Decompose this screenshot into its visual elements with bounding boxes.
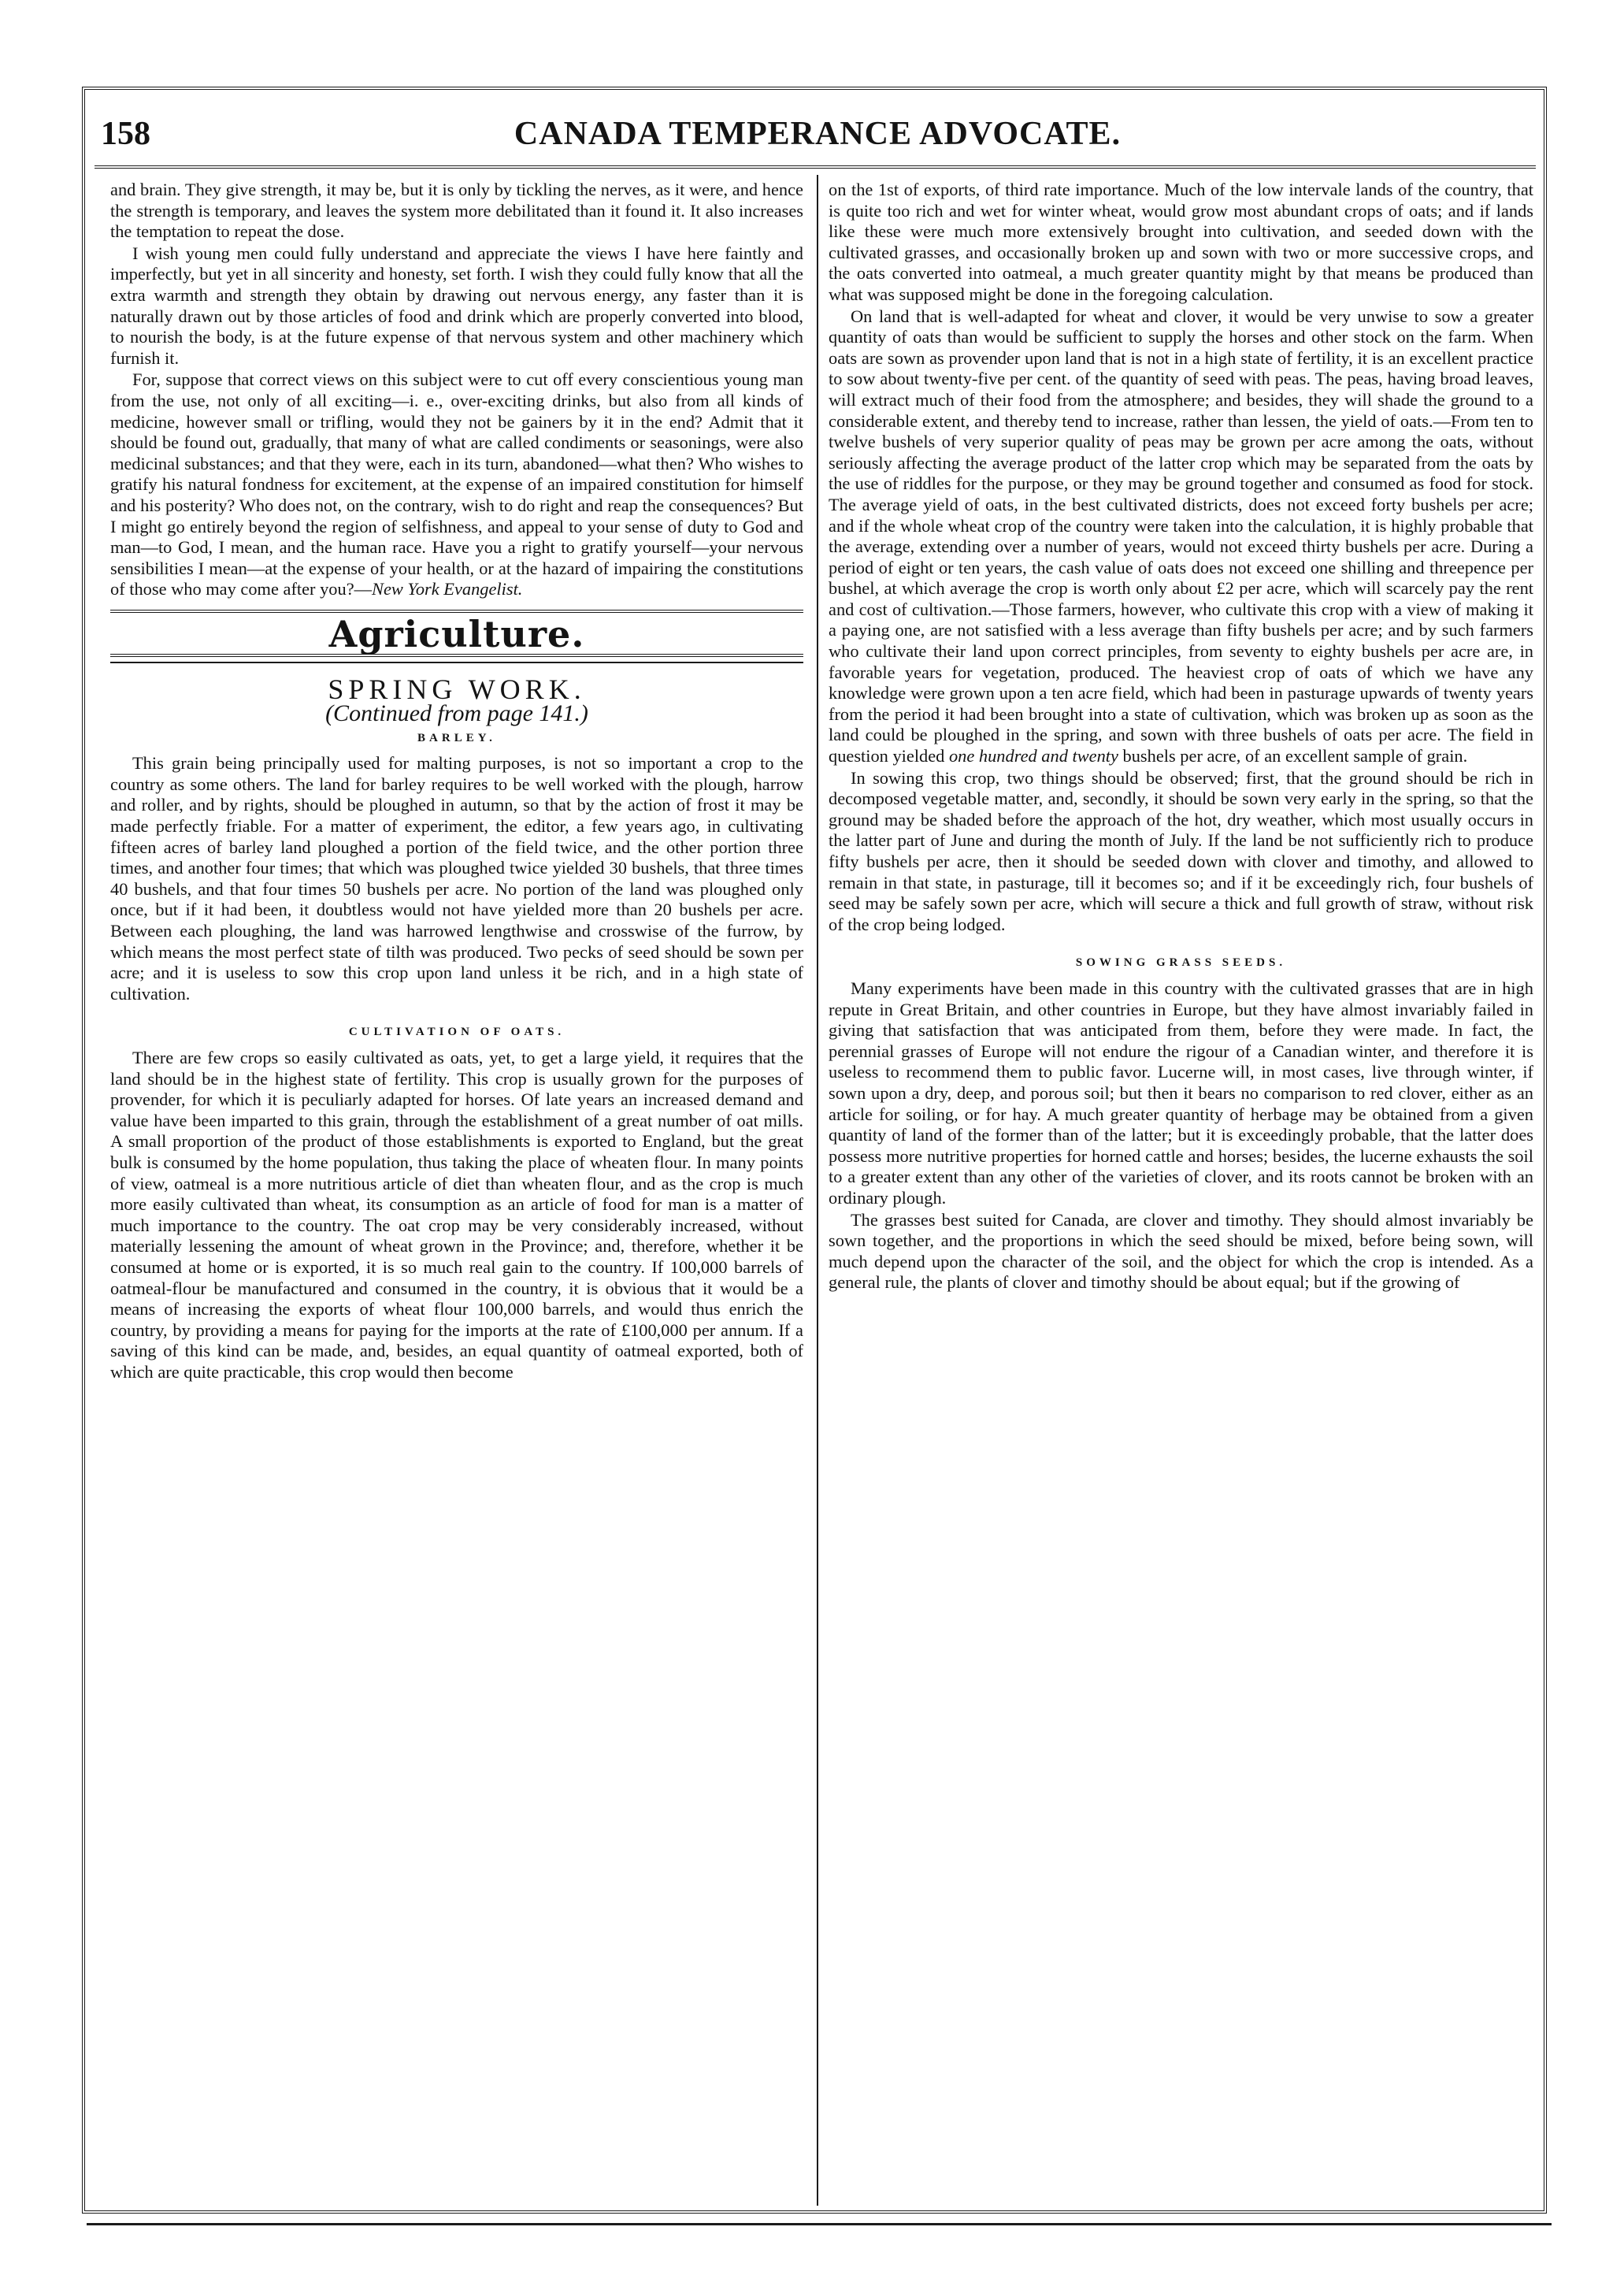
paragraph: Many experiments have been made in this country with the cultivated grasses that are in high repute in Great Britain, and other countries in Europe, but they have almost invariably failed in giving that satisfaction that was anticipated from them, before they were made. In fact, the perennial grasses of Europe will not endure the rigour of a Canadian winter, and therefore it is useless to recommend them to public favor. Lucerne will, in most cases, live through winter, if sown upon a dry, deep, and porous soil; but then it bears no comparison to red clover, either as an article for soiling, or for hay. A much greater quantity of herbage may be obtained from a given quantity of land of the former than of the latter; but it is exceedingly probable, that the latter does possess more nutritive properties for horned cattle and horses; besides, the lucerne exhausts the soil to a greater extent than any other of the varieties of clover, and its roots cannot be broken with an ordinary plough.: [829, 978, 1533, 1208]
paragraph: [110, 369, 803, 600]
paragraph-text: For, suppose that correct views on this subject were to cut off every conscientious young man from the use, not only of all exciting—i. e., over-exciting drinks, but also from all kinds of medicine, however small or trifling, would they not be gainers by it in the end? Admit that it should be found out, gradually, that many of what are called condiments or seasonings, were also medicinal substances; and that they were, each in its turn, abandoned—what then? Who wishes to gratify his natural fondness for excitement, at the expense of an impaired constitution for himself and his posterity? Who does not, on the contrary, wish to do right and reap the consequences? But I might go entirely beyond the region of selfishness, and appeal to your sense of duty to God and man—to God, I mean, and the human race. Have you a right to gratify yourself—your nervous sensibilities I mean—at the expense of your health, or at the hazard of impairing the constitutions of those who may come after you?—: [110, 369, 803, 599]
subheading-oats: CULTIVATION OF OATS.: [348, 1026, 565, 1039]
left-column: [110, 180, 803, 1382]
paragraph: on the 1st of exports, of third rate importance. Much of the low intervale lands of the country, that is quite too rich and wet for winter wheat, would grow most abundant crops of oats; and if lands like these were much more extensively brought into cultivation, and seeded down with the cultivated grasses, and occasionally broken up and sown with two or more successive crops, and the oats converted into oatmeal, a much greater quantity might by that means be produced than what was supposed might be done in the foregoing calculation.: [829, 180, 1533, 304]
source-attribution: New York Evangelist.: [372, 579, 523, 599]
subheading-barley: BARLEY.: [417, 731, 496, 744]
page-header: [101, 109, 1534, 164]
paragraph: and brain. They give strength, it may be, but it is only by tickling the nerves, as it were, and hence the strength is temporary, and leaves the system more debilitated than it found it. It also increases the temptation to repeat the dose.: [110, 180, 803, 242]
paragraph: The grasses best suited for Canada, are clover and timothy. They should almost invariably be sown together, and the proportions in which the seed should be mixed, before being sown, will much depend upon the character of the soil, and the object for which the crop is intended. As a general rule, the plants of clover and timothy should be about equal; but if the growing of: [829, 1209, 1533, 1293]
column-divider: [817, 175, 818, 2206]
paragraph: In sowing this crop, two things should be observed; first, that the ground should be rich in decomposed vegetable matter, and, secondly, it should be sown very early in the spring, so that the ground may be shaded before the approach of the hot, dry weather, which most usually occurs in the latter part of June and during the month of July. If the land be not sufficiently rich to produce fifty bushels per acre, then it should be seeded down with clover and timothy, and allowed to remain in that state, in pasturage, till it becomes so; and if it be exceedingly rich, four bushels of seed may be safely sown per acre, which will secure a thick and full growth of straw, without risk of the crop being lodged.: [829, 767, 1533, 934]
section-rule-thin: [110, 662, 803, 663]
header-rule: [95, 165, 1536, 169]
article-title: SPRING WORK.: [328, 674, 586, 706]
paragraph: [829, 306, 1533, 767]
paragraph: There are few crops so easily cultivated as oats, yet, to get a large yield, it requires that the land should be in the highest state of fertility. This crop is usually grown for the purposes of provender, for which it is peculiarly adapted for horses. Of late years an increased demand and value have been imparted to this grain, through the establishment of a great number of oat mills. A small proportion of the product of those establishments is exported to England, but the great bulk is consumed by the home population, thus taking the place of wheaten flour. In many points of view, oatmeal is a more nutritious article of diet than wheaten flour, and as the crop is much more easily cultivated than wheat, its consumption as an article of food for man is a matter of much importance to the country. The oat crop may be very considerably increased, without materially lessening the amount of wheat grown in the Province; and, therefore, whether it be consumed at home or is exported, it is so much real gain to the country. If 100,000 barrels of oatmeal-flour be manufactured and consumed in the country, it is obvious that it would be a means of increasing the exports of wheat flour 100,000 barrels, and would thus enrich the country, by providing a means for paying for the imports at the rate of £100,000 per annum. If a saving of this kind can be made, and, besides, an equal quantity of oatmeal exported, both of which are quite practicable, this crop would then become: [110, 1047, 803, 1382]
emphasis-text: one hundred and twenty: [948, 746, 1118, 766]
page-number: 158: [101, 116, 150, 152]
bottom-rule: [87, 2223, 1552, 2225]
paragraph-text: On land that is well-adapted for wheat and clover, it would be very unwise to sow a greater quantity of oats than would be sufficient to supply the horses and other stock on the farm. When oats are sown as provender upon land that is not in a high state of fertility, it is an excellent practice to sow about twenty-five per cent. of the quantity of seed with peas. The peas, having broad leaves, will extract much of their food from the atmosphere; and besides, they will shade the ground to a considerable extent, and thereby tend to increase, rather than lessen, the yield of oats.—From ten to twelve bushels of very superior quality of peas may be grown per acre among the oats, without seriously affecting the average product of the latter crop which may be separated from the oats by the use of riddles for the purpose, or they may be ground together and consumed as food for stock. The average yield of oats, in the best cultivated districts, does not exceed forty bushels per acre; and if the whole wheat crop of the country were taken into the calculation, it is highly probable that the average, extending over a number of years, would not exceed thirty bushels per acre. During a period of eight or ten years, the cash value of oats does not exceed one shilling and threepence per bushel, at which average the crop is worth only about £2 per acre, which will scarcely pay the rent and cost of cultivation.—Those farmers, however, who cultivate this crop with a view of making it a paying one, are not satisfied with a less average than fifty bushels per acre; and by such farmers who cultivate their land upon correct principles, from seventy to eighty bushels per acre are, in favorable years for vegetation, produced. The heaviest crop of oats of which we have any knowledge were grown upon a ten acre field, which had been in pasturage upwards of twenty years from the period it had been brought into a state of cultivation, which was broken up as soon as the land could be ploughed in the spring, and sown with three bushels of oats per acre. The field in question yielded: [829, 306, 1533, 766]
section-heading: Agriculture.: [328, 612, 585, 655]
paragraph-text: bushels per acre, of an excellent sample of grain.: [1118, 746, 1468, 766]
paragraph: I wish young men could fully understand and appreciate the views I have here faintly and imperfectly, but yet in all sincerity and honesty, set forth. I wish they could fully know that all the extra warmth and strength they obtain by drawing out nervous energy, any faster than it is naturally drawn out by those articles of food and drink which are properly converted into blood, to nourish the body, is at the future expense of that nervous system and other machinery which furnish it.: [110, 243, 803, 368]
subheading-grass: SOWING GRASS SEEDS.: [1075, 956, 1287, 970]
right-column: [829, 180, 1533, 1293]
article-subtitle: (Continued from page 141.): [325, 700, 588, 727]
paragraph: This grain being principally used for malting purposes, is not so important a crop to the country as some others. The land for barley requires to be well worked with the plough, harrow and roller, and by rights, should be ploughed in autumn, so that by the action of frost it may be made perfectly friable. For a matter of experiment, the editor, a few years ago, in cultivating fifteen acres of barley land ploughed a portion of the field twice, and the other portion three times, and another four times; that which was ploughed twice yielded 30 bushels, that three times 40 bushels, and that four times 50 bushels per acre. No portion of the land was ploughed only once, but if it had been, it doubtless would not have yielded more than 20 bushels per acre. Between each ploughing, the land was harrowed lengthwise and crosswise of the furrow, by which means the most perfect state of tilth was produced. Two pecks of seed should be sown per acre; and it is useless to sow this crop upon land unless it be rich, and in a high state of cultivation.: [110, 753, 803, 1004]
running-title: CANADA TEMPERANCE ADVOCATE.: [514, 116, 1122, 152]
